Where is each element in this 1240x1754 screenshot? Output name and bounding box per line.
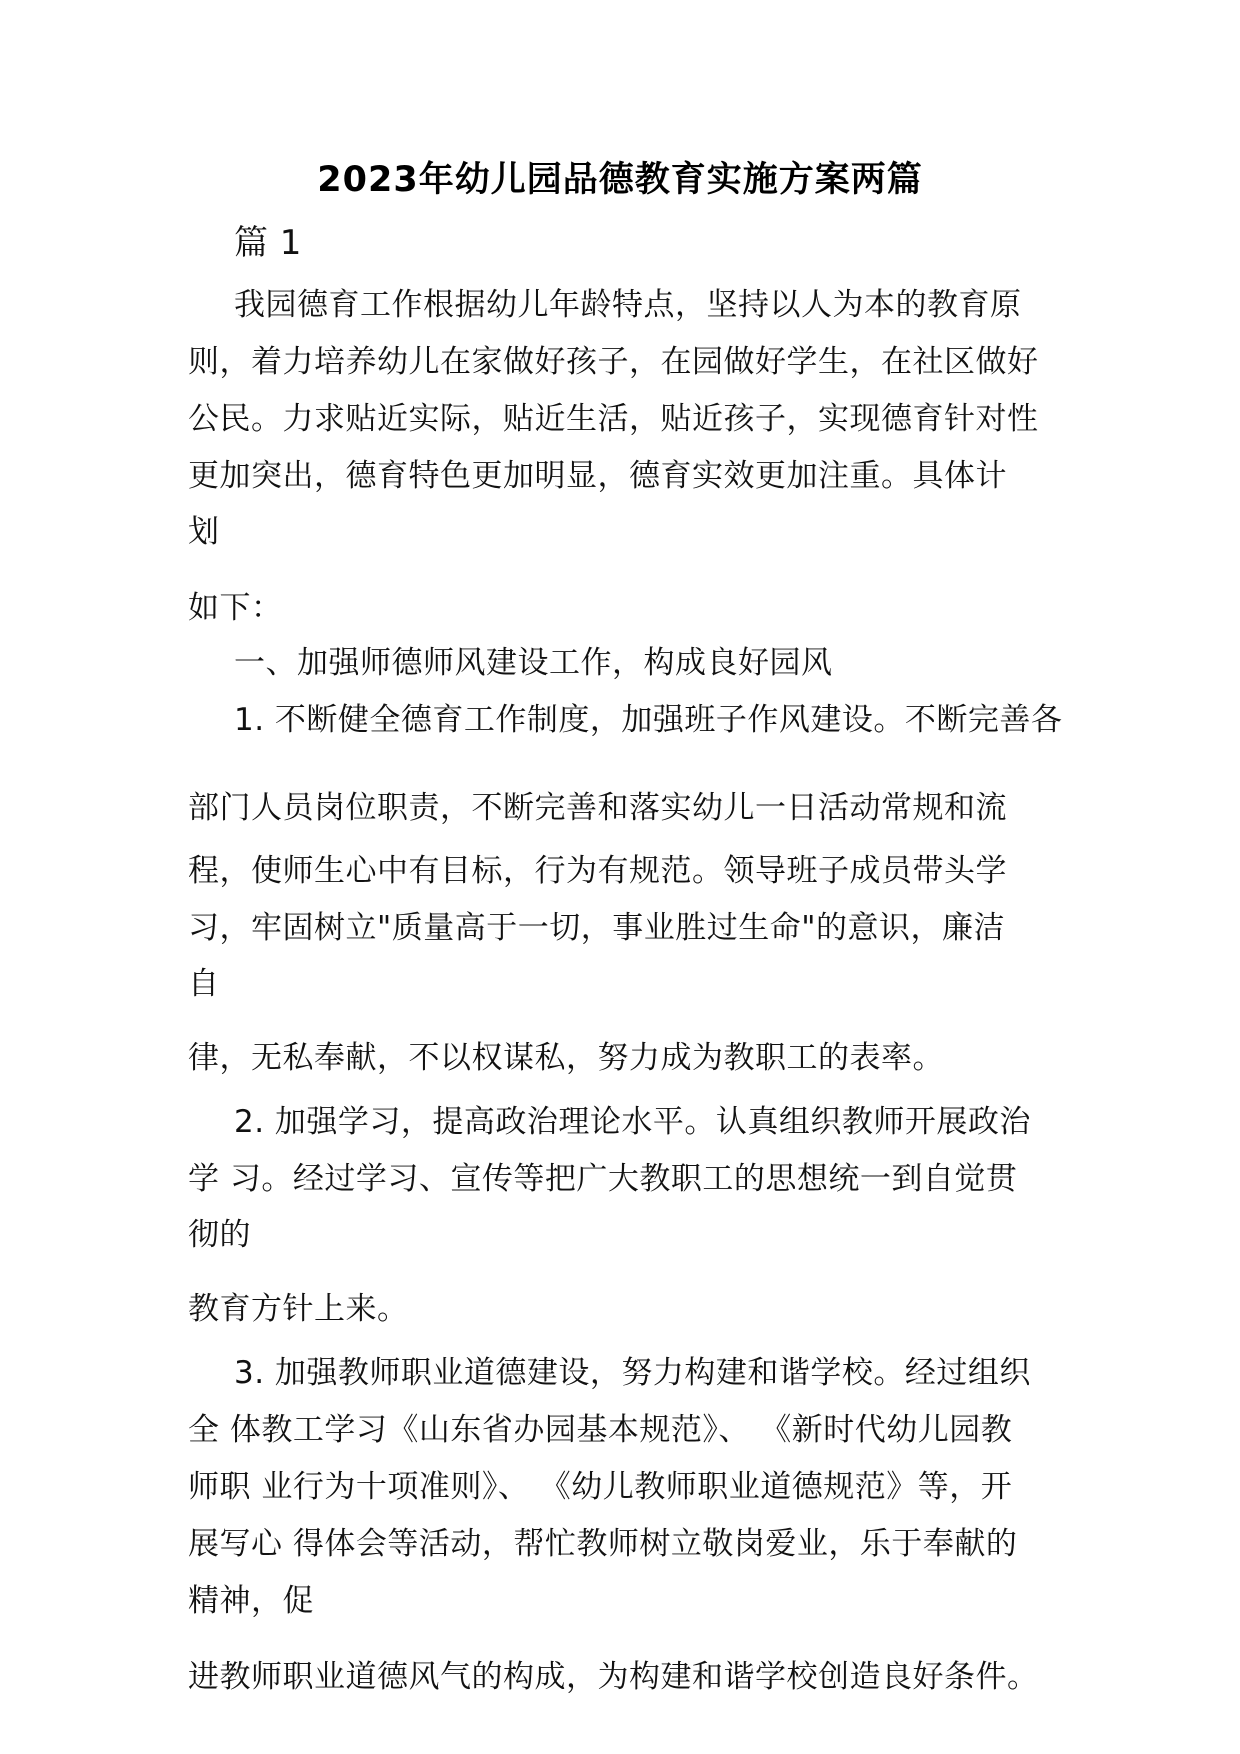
- text-line: 习，牢固树立"质量高于一切，事业胜过生命"的意识，廉洁: [188, 910, 1006, 946]
- text-line: 学 习。经过学习、宣传等把广大教职工的思想统一到自觉贯: [188, 1161, 1018, 1197]
- subheading-line: 一、加强师德师风建设工作，构成良好园风: [234, 645, 833, 681]
- text-line: 划: [188, 514, 220, 550]
- text-line: 则，着力培养幼儿在家做好孩子，在园做好学生，在社区做好: [188, 344, 1039, 380]
- text-line: 更加突出，德育特色更加明显，德育实效更加注重。具体计: [188, 458, 1007, 494]
- text-line: 自: [188, 966, 220, 1002]
- text-line: 如下：: [188, 590, 283, 626]
- text-line: 精神，促: [188, 1583, 314, 1619]
- text-line: 公民。力求贴近实际，贴近生活，贴近孩子，实现德育针对性: [188, 401, 1039, 437]
- text-line: 1. 不断健全德育工作制度，加强班子作风建设。不断完善各: [234, 702, 1063, 738]
- text-line: 部门人员岗位职责，不断完善和落实幼儿一日活动常规和流: [188, 790, 1007, 826]
- text-line: 全 体教工学习《山东省办园基本规范》、 《新时代幼儿园教: [188, 1412, 1013, 1448]
- text-line: 律，无私奉献，不以权谋私，努力成为教职工的表率。: [188, 1040, 944, 1076]
- text-line: 3. 加强教师职业道德建设，努力构建和谐学校。经过组织: [234, 1355, 1031, 1391]
- text-line: 展写心 得体会等活动，帮忙教师树立敬岗爱业，乐于奉献的: [188, 1526, 1018, 1562]
- document-title: 2023年幼儿园品德教育实施方案两篇: [317, 160, 923, 200]
- text-line: 彻的: [188, 1217, 251, 1253]
- text-line: 进教师职业道德风气的构成，为构建和谐学校创造良好条件。: [188, 1659, 1039, 1695]
- text-line: 师职 业行为十项准则》、 《幼儿教师职业道德规范》等，开: [188, 1469, 1013, 1505]
- text-line: 2. 加强学习，提高政治理论水平。认真组织教师开展政治: [234, 1104, 1031, 1140]
- section-heading: 篇 1: [234, 223, 302, 263]
- text-line: 教育方针上来。: [188, 1291, 409, 1327]
- text-line: 程，使师生心中有目标，行为有规范。领导班子成员带头学: [188, 853, 1007, 889]
- text-line: 我园德育工作根据幼儿年龄特点，坚持以人为本的教育原: [234, 287, 1022, 323]
